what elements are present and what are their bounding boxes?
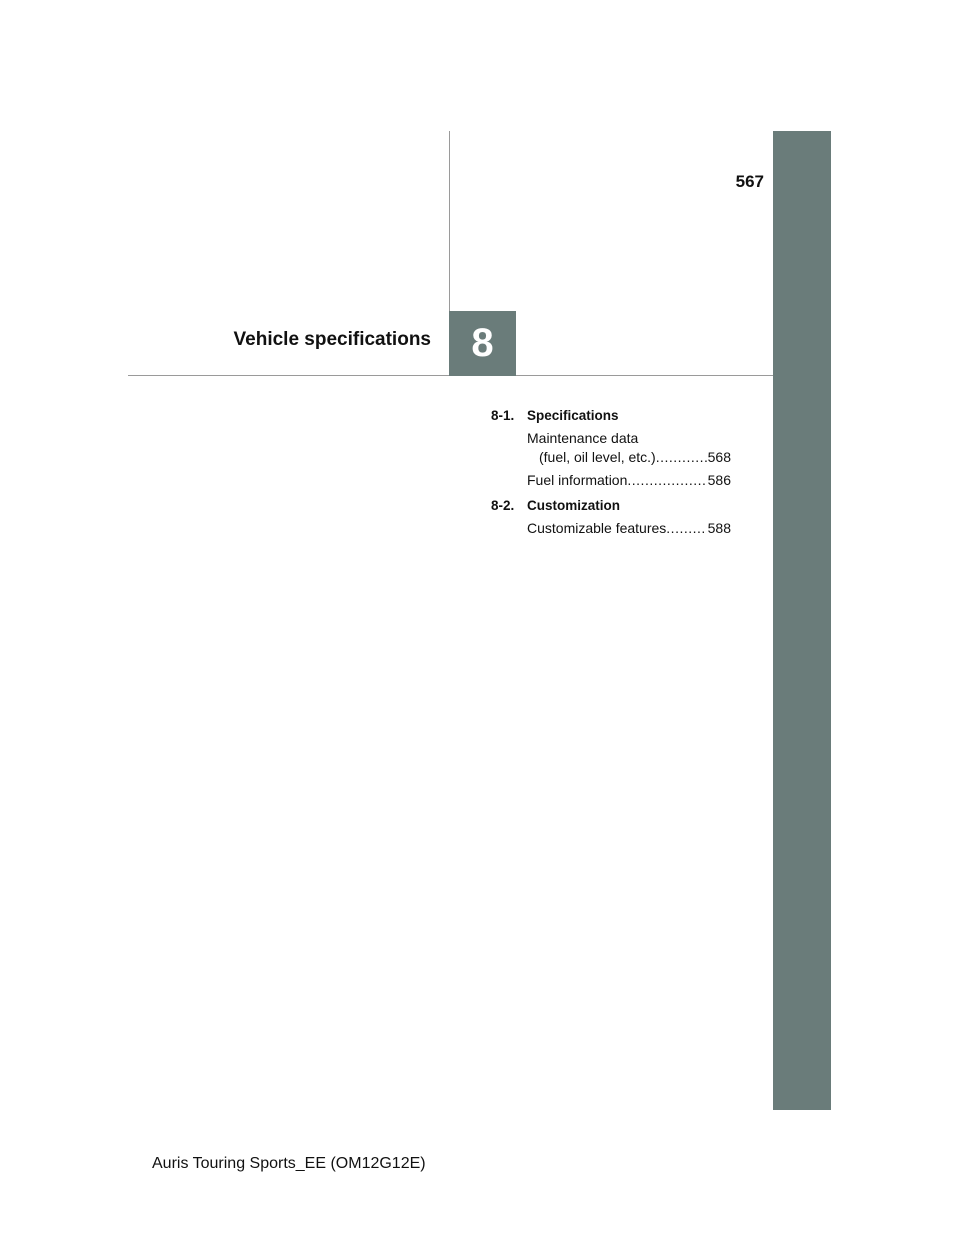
toc-section-number: 8-1.: [491, 408, 515, 423]
vertical-rule: [449, 131, 450, 311]
toc-entry[interactable]: [527, 519, 731, 538]
chapter-number-box: 8: [449, 311, 516, 376]
toc-section-heading: [491, 496, 731, 515]
toc-entry-label: Fuel information: [527, 472, 628, 488]
manual-footer: Auris Touring Sports_EE (OM12G12E): [152, 1155, 426, 1172]
toc-entry-label-continued: (fuel, oil level, etc.): [539, 449, 656, 465]
toc-section: [491, 406, 731, 490]
dot-leader: [627, 471, 706, 490]
toc-section: [491, 496, 731, 538]
toc-section-number: 8-2.: [491, 498, 515, 513]
dot-leader: [666, 519, 706, 538]
dot-leader: [656, 448, 707, 467]
toc-section-title: Customization: [527, 498, 620, 513]
toc-entry-page: 568: [707, 449, 731, 465]
toc-entry-page: 588: [707, 520, 731, 536]
toc-entry-label: Customizable features: [527, 520, 667, 536]
toc-entry-page: 586: [707, 472, 731, 488]
toc-entry[interactable]: [527, 429, 731, 467]
toc-section-title: Specifications: [527, 408, 619, 423]
toc-entry-label: Maintenance data: [527, 430, 639, 446]
page-number: 567: [735, 172, 764, 191]
table-of-contents: [491, 406, 731, 544]
chapter-thumb-tab: [773, 131, 831, 1110]
toc-section-heading: [491, 406, 731, 425]
chapter-title: Vehicle specifications: [233, 329, 431, 350]
toc-entry[interactable]: [527, 471, 731, 490]
